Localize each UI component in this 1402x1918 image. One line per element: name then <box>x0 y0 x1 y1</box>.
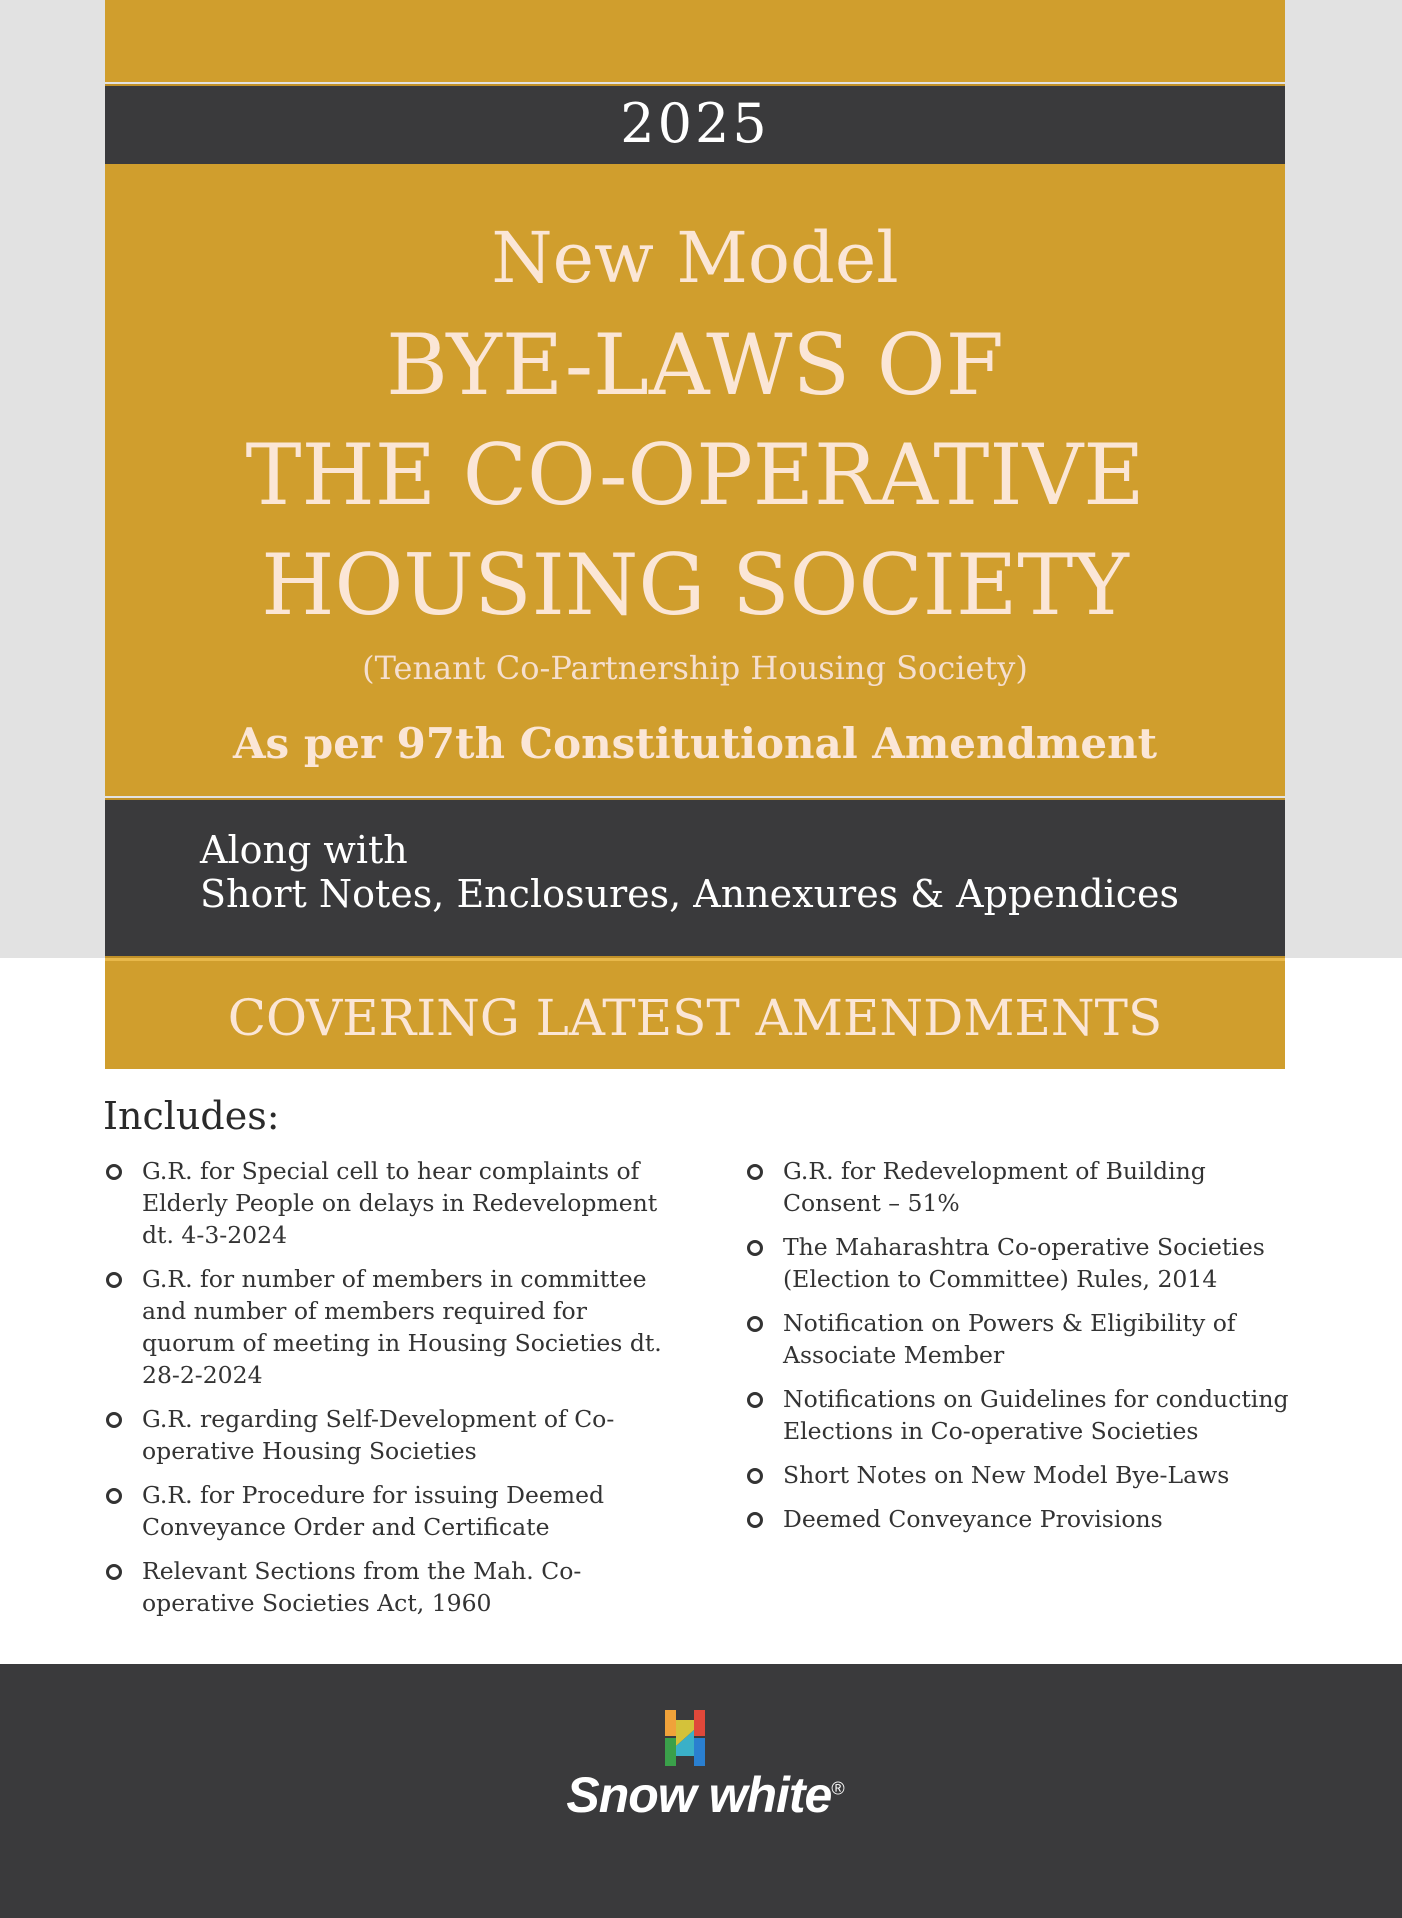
list-item <box>745 1155 1305 1219</box>
list-item <box>104 1479 664 1543</box>
year-band <box>105 84 1285 166</box>
list-item-text: The Maharashtra Co-operative Societies (Election to Committee) Rules, 2014 <box>783 1233 1265 1293</box>
list-item-text: Notifications on Guidelines for conducting Elections in Co-operative Societies <box>783 1385 1289 1445</box>
includes-list-left <box>104 1155 664 1631</box>
publisher-name <box>555 1766 855 1824</box>
circle-bullet-icon <box>747 1512 763 1528</box>
publisher-footer <box>0 1664 1402 1918</box>
title-new-model: New Model <box>491 217 899 299</box>
circle-bullet-icon <box>747 1468 763 1484</box>
list-item <box>745 1459 1305 1491</box>
list-item-text: G.R. for Special cell to hear complaints of Elderly People on delays in Redevelopment dt. 4-3-2024 <box>142 1157 658 1249</box>
publisher-name-text: Snow white <box>566 1767 832 1823</box>
list-item-text: G.R. for number of members in committee and number of members required for quorum of meeting in Housing Societies dt. 28-2-2024 <box>142 1265 662 1389</box>
covering-banner-text: COVERING LATEST AMENDMENTS <box>227 989 1163 1047</box>
circle-bullet-icon <box>747 1240 763 1256</box>
list-item <box>104 1263 664 1391</box>
list-item-text: Short Notes on New Model Bye-Laws <box>783 1461 1230 1489</box>
contents-summary-text: Short Notes, Enclosures, Annexures & Appendices <box>200 872 1179 916</box>
along-with-band <box>105 798 1285 958</box>
circle-bullet-icon <box>106 1564 122 1580</box>
circle-bullet-icon <box>747 1392 763 1408</box>
list-item-text: G.R. for Redevelopment of Building Consent – 51% <box>783 1157 1206 1217</box>
includes-heading: Includes: <box>103 1094 280 1138</box>
registered-mark: ® <box>831 1778 844 1799</box>
amendment-line: As per 97th Constitutional Amendment <box>232 719 1158 768</box>
title-line-co-operative: THE CO-OPERATIVE <box>245 426 1145 524</box>
list-item <box>104 1155 664 1251</box>
circle-bullet-icon <box>106 1164 122 1180</box>
list-item <box>745 1231 1305 1295</box>
along-with-text: Along with <box>200 828 408 872</box>
book-cover <box>105 0 1285 1068</box>
circle-bullet-icon <box>106 1412 122 1428</box>
snow-white-logo-icon <box>665 1710 705 1766</box>
list-item-text: G.R. for Procedure for issuing Deemed Conveyance Order and Certificate <box>142 1481 605 1541</box>
list-item <box>745 1383 1305 1447</box>
edition-year: 2025 <box>620 92 770 155</box>
title-line-housing-society: HOUSING SOCIETY <box>261 536 1129 634</box>
subtitle: (Tenant Co-Partnership Housing Society) <box>362 649 1028 687</box>
list-item <box>104 1555 664 1619</box>
list-item-text: G.R. regarding Self-Development of Co-operative Housing Societies <box>142 1405 615 1465</box>
circle-bullet-icon <box>106 1488 122 1504</box>
list-item-text: Notification on Powers & Eligibility of Associate Member <box>783 1309 1236 1369</box>
circle-bullet-icon <box>747 1316 763 1332</box>
circle-bullet-icon <box>106 1272 122 1288</box>
list-item-text: Deemed Conveyance Provisions <box>783 1505 1163 1533</box>
covering-banner <box>105 958 1285 1069</box>
list-item <box>745 1307 1305 1371</box>
list-item <box>745 1503 1305 1535</box>
circle-bullet-icon <box>747 1164 763 1180</box>
title-line-bye-laws: BYE-LAWS OF <box>386 316 1004 414</box>
list-item <box>104 1403 664 1467</box>
includes-list-right <box>745 1155 1305 1547</box>
publisher-logo <box>555 1710 855 1830</box>
list-item-text: Relevant Sections from the Mah. Co-operative Societies Act, 1960 <box>142 1557 582 1617</box>
top-gold-strip <box>105 0 1285 82</box>
title-panel <box>105 164 1285 796</box>
